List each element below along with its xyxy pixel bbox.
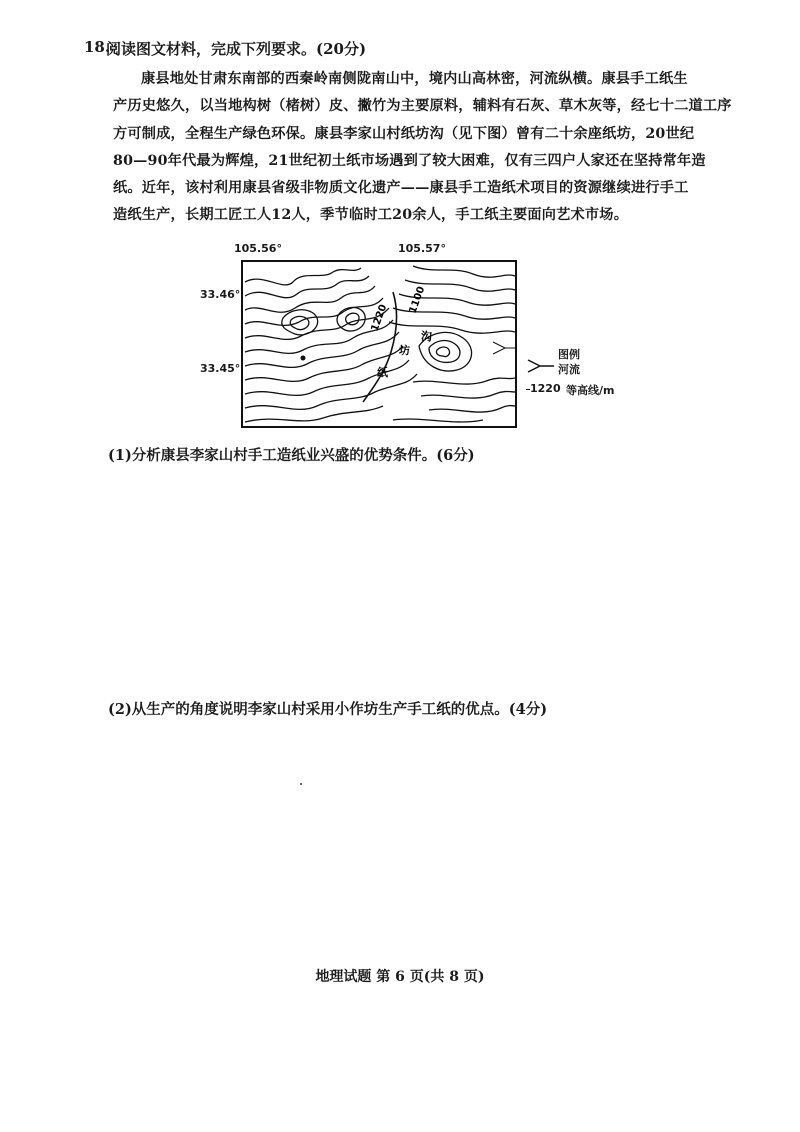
contour-label-1220: 1220 bbox=[369, 303, 390, 334]
place-char-gou: 沟 bbox=[421, 330, 432, 343]
longitude-label-right: 105.57° bbox=[398, 242, 446, 255]
place-char-fang: 坊 bbox=[399, 344, 410, 357]
contour-lines bbox=[243, 262, 515, 426]
material-paragraph bbox=[113, 66, 732, 230]
page-footer: 地理试题 第 6 页(共 8 页) bbox=[315, 969, 485, 985]
paragraph-line: 康县地处甘肃东南部的西秦岭南侧陇南山中，境内山高林密，河流纵横。康县手工纸生 bbox=[141, 71, 688, 87]
place-char-zhi: 纸 bbox=[377, 366, 388, 379]
sub-question-1: (1)分析康县李家山村手工造纸业兴盛的优势条件。(6分) bbox=[108, 447, 475, 464]
legend-contour-number: 1220 bbox=[530, 382, 561, 395]
longitude-label-left: 105.56° bbox=[234, 242, 282, 255]
question-number: 18. bbox=[84, 38, 111, 56]
paragraph-line: 产历史悠久，以当地构树（楮树）皮、撇竹为主要原料，辅料有石灰、草木灰等，经七十二道工序 bbox=[113, 98, 732, 115]
legend-title: 图例 bbox=[558, 348, 580, 361]
paragraph-line: 方可制成，全程生产绿色环保。康县李家山村纸坊沟（见下图）曾有二十余座纸坊，20世纪 bbox=[113, 125, 695, 142]
legend-contour-label: 等高线/m bbox=[566, 384, 615, 397]
sub-question-2: (2)从生产的角度说明李家山村采用小作坊生产手工纸的优点。(4分) bbox=[108, 701, 548, 718]
paragraph-line: 80—90年代最为辉煌，21世纪初土纸市场遇到了较大困难，仅有三四户人家还在坚持常年造 bbox=[113, 152, 706, 169]
latitude-label-bottom: 33.45° bbox=[200, 362, 241, 375]
contour-map-figure bbox=[196, 240, 636, 440]
map-legend bbox=[526, 346, 636, 406]
contour-label-1100: 1100 bbox=[407, 285, 428, 316]
legend-river-label: 河流 bbox=[558, 363, 580, 376]
paragraph-line: 纸。近年，该村利用康县省级非物质文化遗产——康县手工造纸术项目的资源继续进行手工 bbox=[113, 180, 689, 197]
river-legend-icon bbox=[526, 358, 556, 374]
paragraph-line: 造纸生产，长期工匠工人12人，季节临时工20余人，手工纸主要面向艺术市场。 bbox=[113, 207, 629, 224]
village-marker bbox=[301, 356, 306, 361]
contour-map bbox=[241, 260, 517, 428]
legend-contour-value bbox=[526, 382, 561, 395]
question-header: 阅读图文材料，完成下列要求。(20分) bbox=[106, 40, 367, 58]
stray-dot bbox=[300, 783, 302, 785]
latitude-label-top: 33.46° bbox=[200, 288, 241, 301]
